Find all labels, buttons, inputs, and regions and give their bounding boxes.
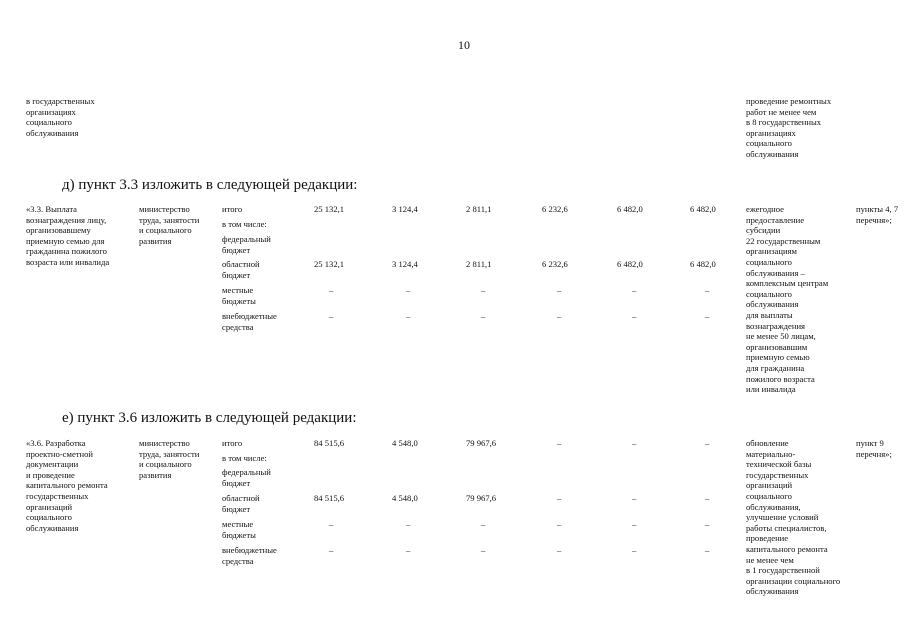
section-d-row-label: в том числе: xyxy=(222,219,267,229)
value-cell: – xyxy=(557,519,562,529)
value-cell: – xyxy=(705,519,710,529)
section-e-measure-name: «3.6. Разработка проектно-сметной документации и проведение капитального ремонта государственных организаций социального обслуживания xyxy=(26,438,108,533)
section-d-executor: министерство труда, занятости и социального развития xyxy=(139,204,200,246)
value-cell: – xyxy=(406,311,411,321)
value-cell: 6 482,0 xyxy=(617,204,643,214)
value-cell: – xyxy=(557,493,562,503)
value-cell: – xyxy=(329,545,334,555)
section-e-row-label: внебюджетные средства xyxy=(222,545,277,566)
value-cell: – xyxy=(705,311,710,321)
value-cell: 3 124,4 xyxy=(392,204,418,214)
value-cell: 84 515,6 xyxy=(314,493,345,503)
page-number: 10 xyxy=(458,38,470,52)
value-cell: – xyxy=(705,438,710,448)
value-cell: – xyxy=(406,545,411,555)
value-cell: 6 232,6 xyxy=(542,259,568,269)
section-e-row-label: местные бюджеты xyxy=(222,519,256,540)
section-d-row-label: итого xyxy=(222,204,243,214)
value-cell: – xyxy=(632,519,637,529)
value-cell: 79 967,6 xyxy=(466,438,497,448)
value-cell: – xyxy=(481,311,486,321)
value-cell: – xyxy=(557,285,562,295)
section-d-expected-result: ежегодное предоставление субсидии 22 государственным организациям социального обслуживания – комплексным центрам социального обслуживания для выплаты вознаграждения не менее 50 лицам, организовавшим приемную семью для гражданина пожилого возраста или инвалида xyxy=(746,204,829,395)
section-e-heading: е) пункт 3.6 изложить в следующей редакции: xyxy=(62,410,357,426)
section-e-row-label: в том числе: xyxy=(222,453,267,463)
section-d-row-label: внебюджетные средства xyxy=(222,311,277,332)
value-cell: 6 482,0 xyxy=(617,259,643,269)
value-cell: – xyxy=(557,545,562,555)
section-d-row-label: местные бюджеты xyxy=(222,285,256,306)
value-cell: – xyxy=(329,285,334,295)
value-cell: – xyxy=(632,311,637,321)
section-e-row-label: итого xyxy=(222,438,243,448)
section-e-row-label: областной бюджет xyxy=(222,493,260,514)
value-cell: 2 811,1 xyxy=(466,204,492,214)
value-cell: 25 132,1 xyxy=(314,204,345,214)
value-cell: 3 124,4 xyxy=(392,259,418,269)
value-cell: – xyxy=(632,438,637,448)
value-cell: 84 515,6 xyxy=(314,438,345,448)
value-cell: – xyxy=(329,311,334,321)
value-cell: – xyxy=(705,285,710,295)
value-cell: – xyxy=(557,311,562,321)
value-cell: – xyxy=(557,438,562,448)
value-cell: 2 811,1 xyxy=(466,259,492,269)
section-e-indicators: пункт 9 перечня»; xyxy=(856,438,892,459)
section-d-indicators: пункты 4, 7 перечня»; xyxy=(856,204,899,225)
section-d-measure-name: «3.3. Выплата вознаграждения лицу, организовавшему приемную семью для гражданина пожилого возраста или инвалида xyxy=(26,204,110,267)
value-cell: – xyxy=(329,519,334,529)
top-fragment-right: проведение ремонтных работ не менее чем в 8 государственных организациях социального обслуживания xyxy=(746,96,832,159)
value-cell: 79 967,6 xyxy=(466,493,497,503)
section-d-heading: д) пункт 3.3 изложить в следующей редакции: xyxy=(62,177,358,193)
section-d-row-label: федеральный бюджет xyxy=(222,234,271,255)
value-cell: – xyxy=(481,519,486,529)
value-cell: – xyxy=(406,519,411,529)
value-cell: 6 482,0 xyxy=(690,204,716,214)
value-cell: – xyxy=(632,545,637,555)
value-cell: – xyxy=(632,493,637,503)
value-cell: – xyxy=(481,285,486,295)
section-e-executor: министерство труда, занятости и социального развития xyxy=(139,438,200,480)
value-cell: 6 232,6 xyxy=(542,204,568,214)
value-cell: 4 548,0 xyxy=(392,438,418,448)
value-cell: – xyxy=(481,545,486,555)
value-cell: – xyxy=(705,493,710,503)
section-d-row-label: областной бюджет xyxy=(222,259,260,280)
section-e-row-label: федеральный бюджет xyxy=(222,467,271,488)
top-fragment-left: в государственных организациях социального обслуживания xyxy=(26,96,95,138)
value-cell: – xyxy=(705,545,710,555)
value-cell: 25 132,1 xyxy=(314,259,345,269)
value-cell: 4 548,0 xyxy=(392,493,418,503)
section-e-expected-result: обновление материально- технической базы государственных организаций социального обслуживания, улучшение условий работы специалистов, проведение капитального ремонта не менее чем в 1 государственной организации социального обслуживания xyxy=(746,438,841,597)
value-cell: – xyxy=(632,285,637,295)
value-cell: – xyxy=(406,285,411,295)
value-cell: 6 482,0 xyxy=(690,259,716,269)
